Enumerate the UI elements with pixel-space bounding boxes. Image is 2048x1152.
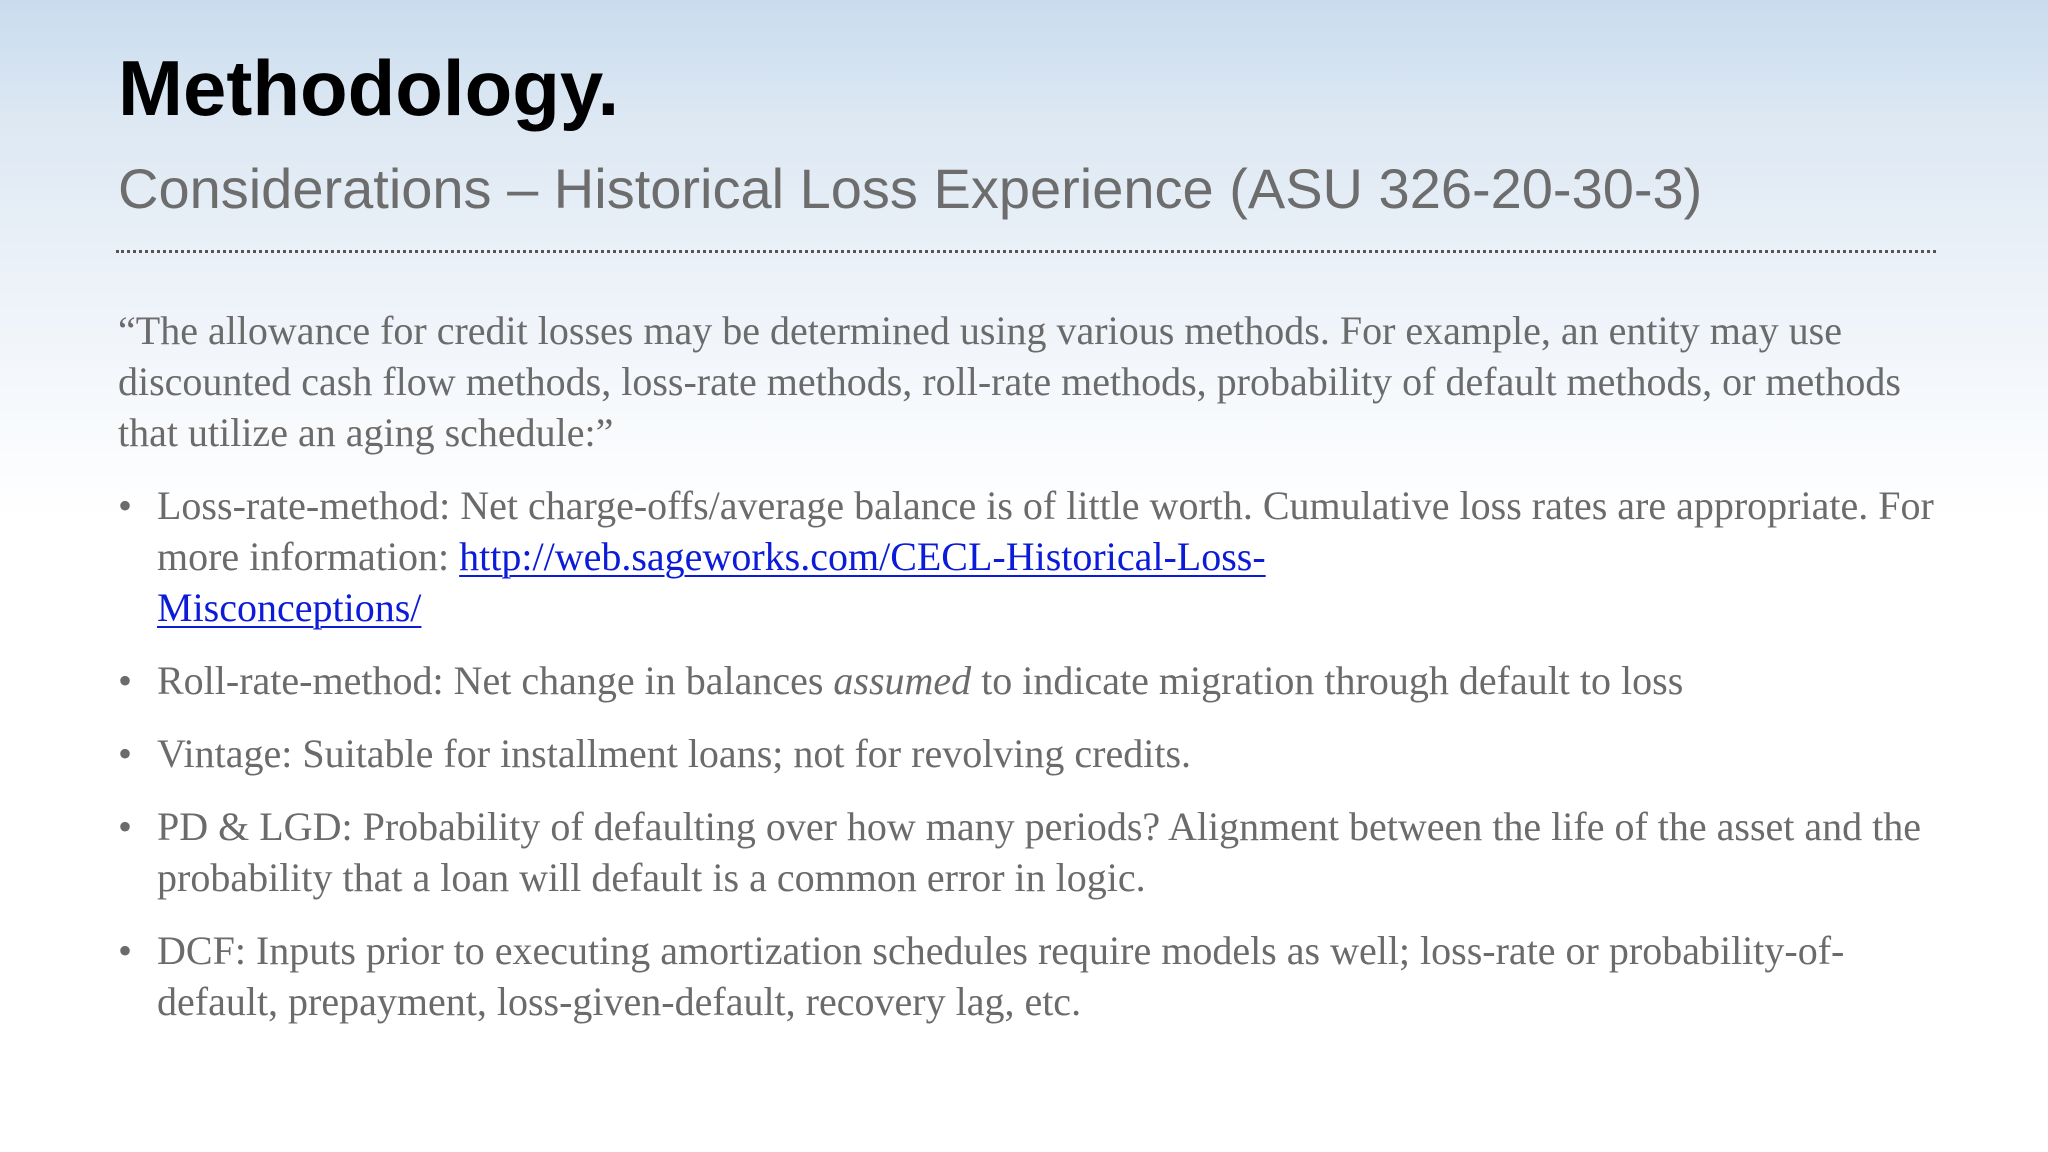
bullet-item-vintage xyxy=(118,728,1948,779)
bullet-text: Loss-rate-method: Net charge-offs/average balance is of little worth. Cumulative loss rates are appropriate. For more information: xyxy=(157,483,1934,579)
slide-title: Methodology. xyxy=(118,44,620,132)
bullet-text-continued: to indicate migration through default to loss xyxy=(971,658,1684,703)
quote-paragraph: “The allowance for credit losses may be determined using various methods. For example, an entity may use discounted cash flow methods, loss-rate methods, roll-rate methods, probability of default methods, or methods that utilize an aging schedule:” xyxy=(118,308,1901,455)
bullet-text: DCF: Inputs prior to executing amortization schedules require models as well; loss-rate or probability-of-default, prepayment, loss-given-default, recovery lag, etc. xyxy=(157,928,1845,1024)
bullet-icon: • xyxy=(118,483,133,528)
bullet-item-dcf xyxy=(118,925,1948,1027)
sageworks-link[interactable]: http://web.sageworks.com/CECL-Historical-Loss- xyxy=(459,534,1266,579)
sageworks-link-continued[interactable]: Misconceptions/ xyxy=(157,585,422,630)
bullet-icon: • xyxy=(118,731,133,776)
bullet-text: Vintage: Suitable for installment loans; not for revolving credits. xyxy=(157,731,1192,776)
slide-body xyxy=(118,305,1948,1049)
bullet-item-loss-rate xyxy=(118,480,1948,633)
bullet-list xyxy=(118,480,1948,1027)
bullet-text: PD & LGD: Probability of defaulting over how many periods? Alignment between the life of the asset and the probability that a loan will default is a common error in logic. xyxy=(157,804,1922,900)
bullet-icon: • xyxy=(118,928,133,973)
bullet-item-pd-lgd xyxy=(118,801,1948,903)
bullet-item-roll-rate xyxy=(118,655,1948,706)
bullet-text: Roll-rate-method: Net change in balances xyxy=(157,658,834,703)
emphasis-text: assumed xyxy=(833,658,972,703)
slide-subtitle: Considerations – Historical Loss Experience (ASU 326-20-30-3) xyxy=(118,157,1703,220)
bullet-icon: • xyxy=(118,804,133,849)
bullet-icon: • xyxy=(118,658,133,703)
dotted-divider xyxy=(116,250,1936,253)
